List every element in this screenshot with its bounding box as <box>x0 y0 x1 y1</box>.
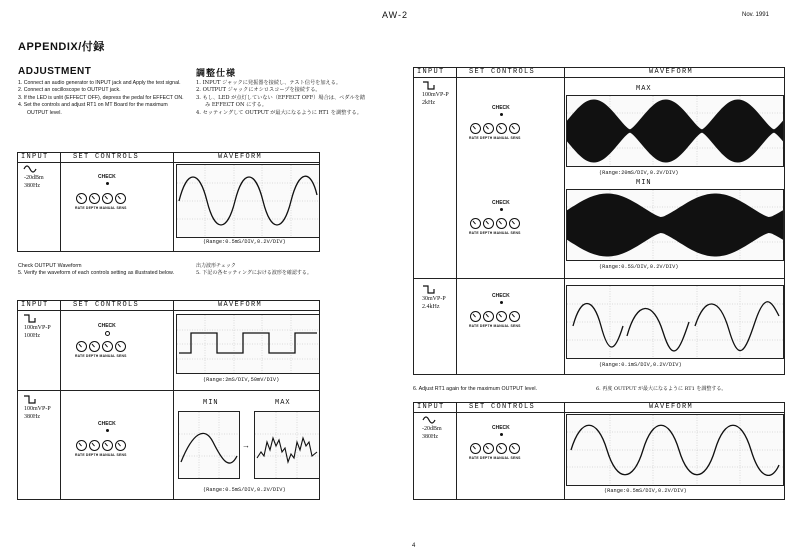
oscilloscope-screen-min <box>566 189 784 261</box>
rate-knob <box>76 193 87 204</box>
oscilloscope-screen <box>176 314 320 374</box>
manual-knob <box>496 443 507 454</box>
oscilloscope-screen-max <box>566 95 784 167</box>
square-wave-icon <box>422 285 436 294</box>
step-4-jp: 4. セッティングして OUTPUT が最大になるように RT1 を調整する。 <box>196 109 362 116</box>
depth-knob <box>89 341 100 352</box>
depth-knob <box>483 311 494 322</box>
check-waveform-heading: Check OUTPUT Waveform <box>18 263 82 269</box>
check-label: CHECK <box>98 323 116 329</box>
control-knobs <box>76 193 126 204</box>
panel-header <box>414 403 784 413</box>
knob-labels: RATE DEPTH MANUAL SENS <box>75 453 127 457</box>
panel-input-20dbm-380hz <box>17 152 320 252</box>
manual-knob <box>496 218 507 229</box>
adjustment-title: ADJUSTMENT <box>18 66 92 77</box>
rate-knob <box>470 311 481 322</box>
input-frequency: 380Hz <box>24 414 40 420</box>
square-wave-icon <box>422 81 436 90</box>
led-indicator <box>106 429 109 432</box>
panel-header <box>414 68 784 78</box>
step-1: 1. Connect an audio generator to INPUT jack and Apply the test signal. <box>18 80 181 86</box>
input-level: 100mVP-P <box>422 92 449 98</box>
waveform-max-label: MAX <box>636 85 652 93</box>
check-label: CHECK <box>492 293 510 299</box>
oscilloscope-screen <box>176 164 320 238</box>
led-indicator-off <box>105 331 110 336</box>
led-indicator <box>500 433 503 436</box>
rate-knob <box>470 218 481 229</box>
led-indicator <box>500 208 503 211</box>
header-input: INPUT <box>417 403 445 411</box>
sine-wave-icon <box>422 416 436 424</box>
input-frequency: 2.4kHz <box>422 304 440 310</box>
scope-range: (Range:2mS/DIV,50mV/DIV) <box>203 377 280 383</box>
check-label: CHECK <box>98 421 116 427</box>
input-frequency: 380Hz <box>422 434 438 440</box>
check-waveform-instruction: 5. Verify the waveform of each controls setting as illustrated below. <box>18 270 175 276</box>
led-indicator <box>106 182 109 185</box>
step-3: 3. If the LED is unlit (EFFECT OFF), depress the pedal for EFFECT ON. <box>18 94 184 101</box>
header-waveform: WAVEFORM <box>218 153 263 161</box>
input-level: -20dBm <box>422 426 442 432</box>
rate-knob <box>470 123 481 134</box>
square-wave-icon <box>23 314 37 323</box>
step-4: 4. Set the controls and adjust RT1 on MT Board for the maximum OUTPUT level. <box>18 102 168 116</box>
waveform-min-label: MIN <box>203 399 219 407</box>
appendix-title: APPENDIX/付録 <box>18 41 105 53</box>
step-1-jp: 1. INPUT ジャックに発振器を接続し、テスト信号を加える。 <box>196 80 342 86</box>
square-wave-icon <box>23 395 37 404</box>
step-6: 6. Adjust RT1 again for the maximum OUTPUT level. <box>413 386 538 392</box>
scope-range-min: (Range:0.5S/DIV,0.2V/DIV) <box>599 264 679 270</box>
oscilloscope-screen-max <box>254 411 320 479</box>
check-waveform-heading-jp: 出力波形チェック <box>196 263 236 269</box>
input-frequency: 2kHz <box>422 100 435 106</box>
control-knobs <box>470 311 520 322</box>
arrow-icon: → <box>242 441 250 450</box>
modulated-waveform-min <box>567 190 783 260</box>
led-indicator <box>500 301 503 304</box>
header-waveform: WAVEFORM <box>649 68 694 76</box>
knob-labels: RATE DEPTH MANUAL SENS <box>469 136 521 140</box>
header-input: INPUT <box>21 153 49 161</box>
input-level: 100mVP-P <box>24 325 51 331</box>
panel-header <box>18 301 319 311</box>
knob-labels: RATE DEPTH MANUAL SENS <box>469 231 521 235</box>
control-knobs <box>76 341 126 352</box>
control-knobs <box>76 440 126 451</box>
sens-knob <box>115 193 126 204</box>
check-label: CHECK <box>492 200 510 206</box>
header-set-controls: SET CONTROLS <box>73 301 140 309</box>
sens-knob <box>509 123 520 134</box>
scope-range: (Range:0.5mS/DIV,0.2V/DIV) <box>203 239 286 245</box>
knob-labels: RATE DEPTH MANUAL SENS <box>469 456 521 460</box>
knob-labels: RATE DEPTH MANUAL SENS <box>75 206 127 210</box>
manual-knob <box>102 440 113 451</box>
input-frequency: 380Hz <box>24 183 40 189</box>
check-waveform-instruction-jp: 5. 下記の各セッティングにおける波形を確認する。 <box>196 270 312 276</box>
adjustment-steps <box>18 80 188 117</box>
panel-group-right <box>413 67 785 375</box>
step-2-jp: 2. OUTPUT ジャックにオシロスコープを接続する。 <box>196 87 321 94</box>
scope-range-max: (Range:20mS/DIV,0.2V/DIV) <box>599 170 679 176</box>
input-level: 30mVP-P <box>422 296 446 302</box>
model-name: AW-2 <box>382 10 409 20</box>
header-input: INPUT <box>417 68 445 76</box>
sens-knob <box>509 311 520 322</box>
max-waveform <box>255 412 319 478</box>
document-date: Nov. 1991 <box>742 12 769 18</box>
panel-header <box>18 153 319 163</box>
page-number: 4 <box>412 543 416 549</box>
depth-knob <box>483 218 494 229</box>
depth-knob <box>89 440 100 451</box>
min-waveform <box>179 412 239 478</box>
depth-knob <box>483 443 494 454</box>
scope-range: (Range:0.1mS/DIV,0.2V/DIV) <box>599 362 682 368</box>
depth-knob <box>89 193 100 204</box>
input-level: 100mVP-P <box>24 406 51 412</box>
step-6-jp: 6. 再度 OUTPUT が最大になるように RT1 を調整する。 <box>596 386 727 392</box>
depth-knob <box>483 123 494 134</box>
control-knobs <box>470 443 520 454</box>
sine-waveform <box>567 415 783 485</box>
led-indicator <box>500 113 503 116</box>
header-set-controls: SET CONTROLS <box>469 403 536 411</box>
control-knobs <box>470 218 520 229</box>
rate-knob <box>76 341 87 352</box>
triangle-like-waveform <box>567 286 783 358</box>
square-waveform <box>177 315 319 373</box>
oscilloscope-screen-min <box>178 411 240 479</box>
input-level: -20dBm <box>24 175 44 181</box>
waveform-max-label: MAX <box>275 399 291 407</box>
sine-waveform <box>177 165 319 237</box>
panel-group-square-input <box>17 300 320 500</box>
adjustment-steps-jp <box>196 80 366 117</box>
adjustment-title-jp: 調整仕様 <box>196 69 237 79</box>
step-2: 2. Connect an oscilloscope to OUTPUT jack. <box>18 87 121 94</box>
manual-knob <box>102 341 113 352</box>
knob-labels: RATE DEPTH MANUAL SENS <box>469 324 521 328</box>
manual-knob <box>102 193 113 204</box>
header-waveform: WAVEFORM <box>218 301 263 309</box>
header-set-controls: SET CONTROLS <box>469 68 536 76</box>
sens-knob <box>115 440 126 451</box>
modulated-waveform-max <box>567 96 783 166</box>
manual-knob <box>496 123 507 134</box>
scope-range: (Range:0.5mS/DIV,0.2V/DIV) <box>203 487 286 493</box>
check-label: CHECK <box>98 174 116 180</box>
header-set-controls: SET CONTROLS <box>73 153 140 161</box>
step-3-jp: 3. もし、LED が点灯していない（EFFECT OFF）場合は、ペダルを踏み EFFECT ON にする。 <box>196 94 366 109</box>
header-input: INPUT <box>21 301 49 309</box>
oscilloscope-screen <box>566 414 784 486</box>
sens-knob <box>509 443 520 454</box>
knob-labels: RATE DEPTH MANUAL SENS <box>75 354 127 358</box>
sens-knob <box>509 218 520 229</box>
rate-knob <box>76 440 87 451</box>
oscilloscope-screen <box>566 285 784 359</box>
sens-knob <box>115 341 126 352</box>
check-label: CHECK <box>492 425 510 431</box>
input-frequency: 100Hz <box>24 333 40 339</box>
rate-knob <box>470 443 481 454</box>
panel-input-20dbm-380hz-final <box>413 402 785 500</box>
sine-wave-icon <box>23 165 37 173</box>
check-label: CHECK <box>492 105 510 111</box>
control-knobs <box>470 123 520 134</box>
waveform-min-label: MIN <box>636 179 652 187</box>
header-waveform: WAVEFORM <box>649 403 694 411</box>
scope-range: (Range:0.5mS/DIV,0.2V/DIV) <box>604 488 687 494</box>
manual-knob <box>496 311 507 322</box>
